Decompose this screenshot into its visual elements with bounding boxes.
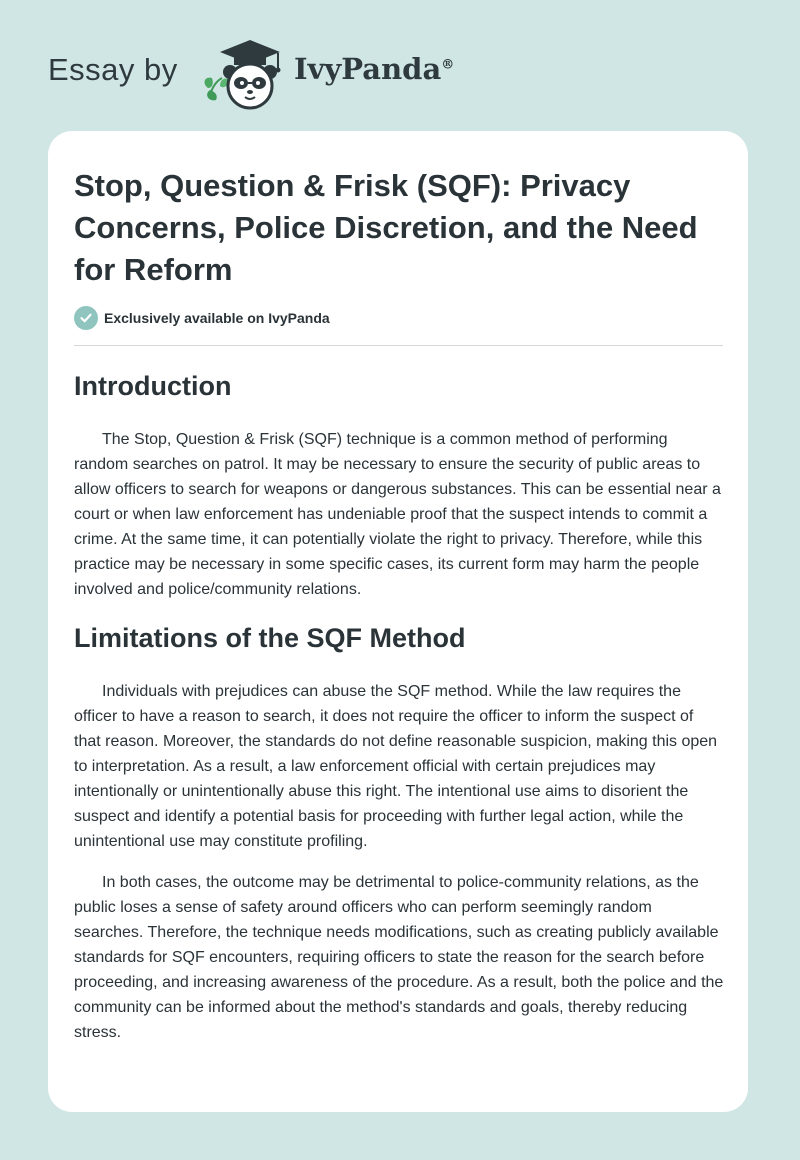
divider xyxy=(74,345,723,346)
ivy-leaf-icon xyxy=(205,78,230,101)
essay-card xyxy=(48,131,748,1112)
paragraph-limitations-2: In both cases, the outcome may be detrimental to police-community relations, as the public loses a sense of safety around officers who can perform seemingly random searches. Therefore, the technique needs modifications, such as creating publicly available standards for SQF encounters, requiring officers to state the reason for the search before proceeding, and increasing awareness of the procedure. As a result, both the police and the community can be informed about the method's standards and goals, thereby reducing stress. xyxy=(74,874,724,1041)
section-heading-introduction: Introduction xyxy=(74,371,232,401)
brand-name-text: IvyPanda xyxy=(294,52,442,86)
brand-name[interactable] xyxy=(294,52,454,86)
registered-mark: ® xyxy=(441,57,455,73)
essay-by-label: Essay by xyxy=(48,52,178,87)
panda-graduate-icon[interactable] xyxy=(198,34,298,110)
essay-title: Stop, Question & Frisk (SQF): Privacy Concerns, Police Discretion, and the Need for Reform xyxy=(74,168,698,287)
paragraph-introduction: The Stop, Question & Frisk (SQF) technique is a common method of performing random searches on patrol. It may be necessary to ensure the security of public areas to allow officers to search for weapons or dangerous substances. This can be essential near a court or when law enforcement has undeniable proof that the suspect intends to commit a crime. At the same time, it can potentially violate the right to privacy. Therefore, while this practice may be necessary in some specific cases, its current form may harm the people involved and police/community relations. xyxy=(74,431,721,598)
section-heading-limitations: Limitations of the SQF Method xyxy=(74,623,466,653)
availability-badge xyxy=(74,305,330,331)
check-circle-icon xyxy=(74,306,98,330)
availability-label: Exclusively available on IvyPanda xyxy=(104,310,330,326)
paragraph-limitations-1: Individuals with prejudices can abuse the SQF method. While the law requires the officer to have a reason to search, it does not require the officer to inform the suspect of that reason. Moreover, the standards do not define reasonable suspicion, making this open to interpretation. As a result, a law enforcement official with certain prejudices may intentionally or unintentionally abuse this right. The intentional use aims to disorient the suspect and identify a potential basis for proceeding with further legal action, while the unintentional use may constitute profiling. xyxy=(74,683,718,850)
site-header xyxy=(48,30,508,110)
